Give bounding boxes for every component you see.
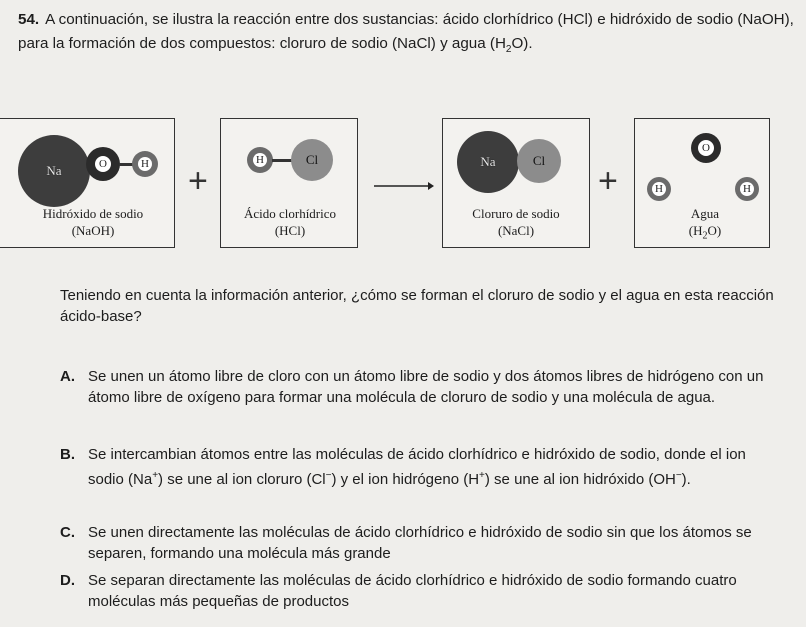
water-box	[634, 118, 770, 248]
chlorine-atom: Cl	[291, 139, 333, 181]
answer-option-d[interactable]	[60, 570, 780, 612]
bond-line	[119, 163, 133, 166]
chlorine-atom: Cl	[517, 139, 561, 183]
nacl-caption: Cloruro de sodio (NaCl)	[472, 206, 560, 238]
reaction-arrow-icon	[374, 180, 434, 192]
question-intro: A continuación, se ilustra la reacción entre dos sustancias: ácido clorhídrico (HCl) e hidróxido de sodio (NaOH), para la formación de dos compuestos: cloruro de sodio (NaCl) y agua (H	[18, 11, 794, 52]
oxygen-atom: O	[691, 133, 721, 163]
naoh-box	[0, 118, 175, 248]
sodium-atom: Na	[18, 135, 90, 207]
option-letter: C.	[60, 524, 75, 541]
question-prompt: Teniendo en cuenta la información anterior, ¿cómo se forman el cloruro de sodio y el agua en esta reacción ácido-base?	[60, 287, 774, 325]
option-letter: B.	[60, 446, 75, 463]
plus-sign: +	[598, 162, 618, 200]
question-intro-subscript: 2	[505, 44, 512, 56]
water-caption: Agua $(H_2O)$	[688, 206, 722, 242]
bond-line	[272, 159, 292, 162]
option-letter: A.	[60, 368, 75, 385]
question-intro-end: O).	[511, 35, 533, 52]
answer-option-a[interactable]	[60, 366, 780, 408]
option-letter: D.	[60, 572, 75, 589]
question-number: 54.	[18, 11, 40, 28]
answer-option-b[interactable]	[60, 444, 780, 490]
question-header	[18, 8, 798, 62]
answer-option-c[interactable]	[60, 522, 780, 564]
hydrogen-atom: H	[735, 177, 759, 201]
option-text: Se separan directamente las moléculas de ácido clorhídrico e hidróxido de sodio formando cuatro moléculas más pequeñas de productos	[88, 572, 737, 610]
oxygen-atom: O	[86, 147, 120, 181]
sodium-atom: Na	[457, 131, 519, 193]
option-text: Se unen directamente las moléculas de ácido clorhídrico e hidróxido de sodio sin que los átomos se separen, formando una molécula más grande	[88, 524, 752, 562]
hydrogen-atom: H	[132, 151, 158, 177]
nacl-box	[442, 118, 590, 248]
hydrogen-atom: H	[247, 147, 273, 173]
plus-sign: +	[188, 162, 208, 200]
reaction-figure	[0, 118, 806, 258]
naoh-caption: Hidróxido de sodio (NaOH)	[42, 206, 144, 238]
option-text: Se unen un átomo libre de cloro con un átomo libre de sodio y dos átomos libres de hidrógeno con un átomo libre de oxígeno para formar una molécula de cloruro de sodio y una molécula de agua.	[88, 368, 764, 406]
hcl-caption: Ácido clorhídrico (HCl)	[243, 206, 337, 238]
option-text: Se intercambian átomos entre las moléculas de ácido clorhídrico e hidróxido de sodio, donde el ion sodio (Na+) se une al ion cloruro (Cl−) y el ion hidrógeno (H+) se une al ion hidróxido (OH−).	[88, 446, 746, 488]
hydrogen-atom: H	[647, 177, 671, 201]
hcl-box	[220, 118, 358, 248]
